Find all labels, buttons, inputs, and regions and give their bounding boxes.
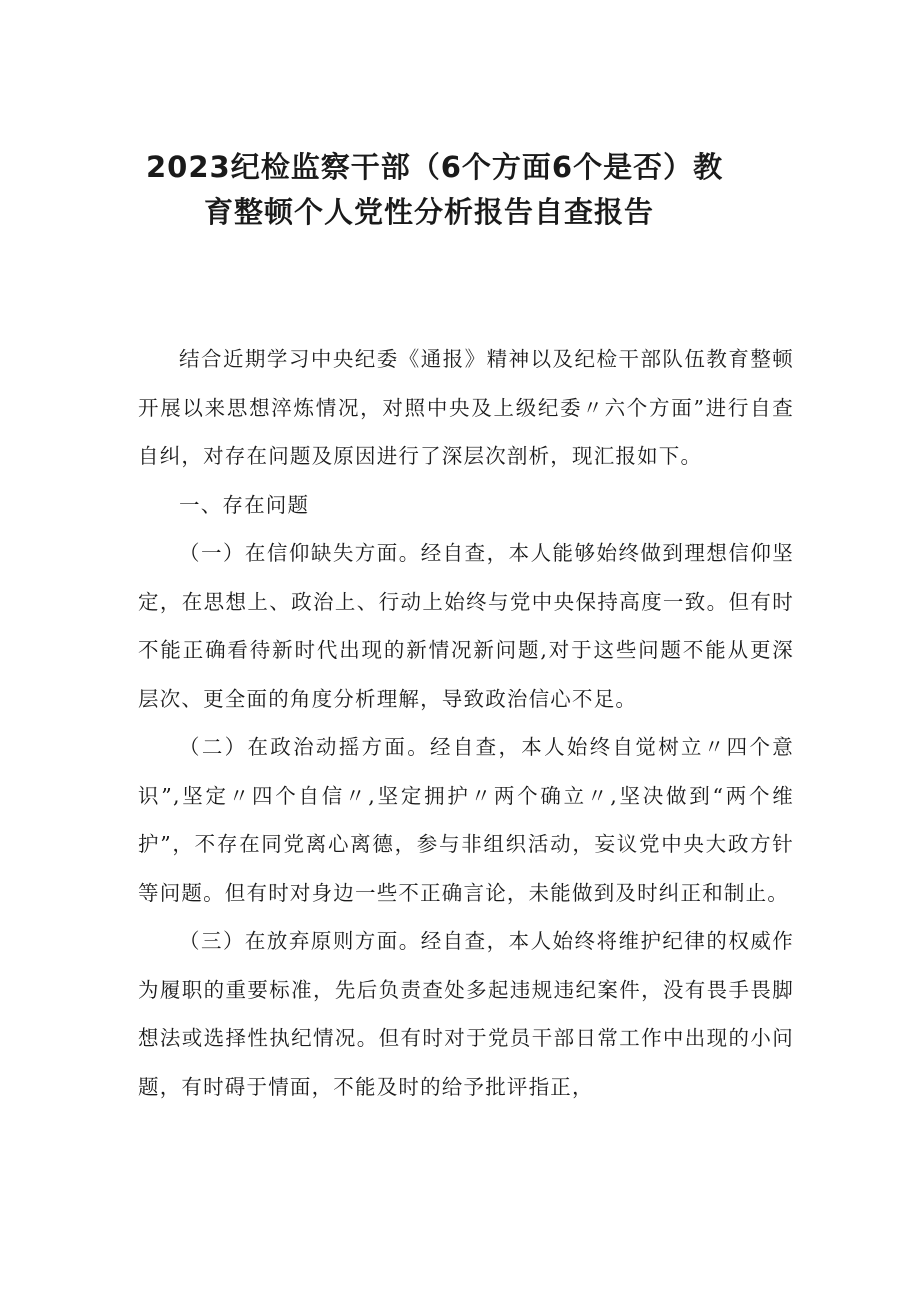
body-paragraph: （二）在政治动摇方面。经自查，本人始终自觉树立〃四个意识”,坚定〃四个自信〃,坚定拥护〃两个确立〃,坚决做到“两个维护”，不存在同党离心离德，参与非组织活动，妄议党中央大政方针等问题。但有时对身边一些不正确言论，未能做到及时纠正和制止。 bbox=[138, 735, 794, 905]
document-title-line-1: 2023纪检监察干部（6个方面6个是否）教 bbox=[146, 150, 724, 184]
document-body bbox=[138, 335, 794, 1111]
document-title-line-2: 育整顿个人党性分析报告自查报告 bbox=[204, 195, 655, 229]
body-paragraph: （三）在放弃原则方面。经自查，本人始终将维护纪律的权威作为履职的重要标准，先后负责查处多起违规违纪案件，没有畏手畏脚想法或选择性执纪情况。但有时对于党员干部日常工作中出现的小问题，有时碍于情面，不能及时的给予批评指正， bbox=[138, 929, 794, 1099]
body-paragraph: （一）在信仰缺失方面。经自查，本人能够始终做到理想信仰坚定，在思想上、政治上、行动上始终与党中央保持高度一致。但有时不能正确看待新时代出现的新情况新问题,对于这些问题不能从更深层次、更全面的角度分析理解，导致政治信心不足。 bbox=[138, 541, 794, 711]
section-heading: 一、存在问题 bbox=[179, 492, 310, 517]
intro-paragraph: 结合近期学习中央纪委《通报》精神以及纪检干部队伍教育整顿开展以来思想淬炼情况，对照中央及上级纪委〃六个方面”进行自查自纠，对存在问题及原因进行了深层次剖析，现汇报如下。 bbox=[138, 347, 794, 468]
